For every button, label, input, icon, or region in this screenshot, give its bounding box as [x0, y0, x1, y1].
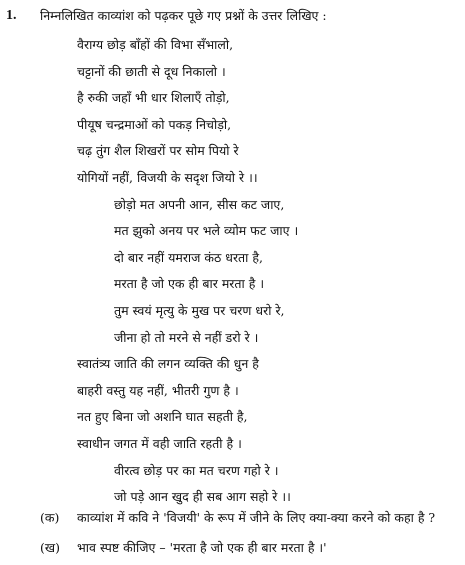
- poem-line: जीना हो तो मरने से नहीं डरो रे ।: [114, 329, 259, 345]
- poem-line: वैराग्य छोड़ बाँहों की विभा सँभालो,: [77, 37, 234, 52]
- poem-line: पीयूष चन्द्रमाओं को पकड़ निचोड़ो,: [77, 116, 232, 132]
- subquestion-ka: [0, 505, 465, 535]
- subquestion-text: भाव स्पष्ट कीजिए – 'मरता है जो एक ही बार मरता है ।': [77, 540, 327, 555]
- poem-line: वीरत्व छोड़ पर का मत चरण गहो रे ।: [114, 462, 279, 478]
- poem-line: नत हुए बिना जो अशनि घात सहती है,: [77, 409, 248, 425]
- subquestion-label: (क): [40, 510, 60, 525]
- poem-line: जो पड़े आन खुद ही सब आग सहो रे ।।: [114, 489, 291, 505]
- poem-line: दो बार नहीं यमराज कंठ धरता है,: [114, 249, 264, 265]
- subquestion-list: [0, 505, 465, 565]
- question-number: 1.: [6, 8, 17, 23]
- poem-line: तुम स्वयं मृत्यु के मुख पर चरण धरो रे,: [114, 302, 285, 318]
- poem-line: चट्टानों की छाती से दूध निकालो ।: [77, 63, 226, 79]
- poem-line: योगियों नहीं, विजयी के सदृश जियो रे ।।: [77, 169, 258, 185]
- poem-line: बाहरी वस्तु यह नहीं, भीतरी गुण है ।: [77, 382, 239, 398]
- subquestion-text: काव्यांश में कवि ने 'विजयी' के रूप में जीने के लिए क्या-क्या करने को कहा है ?: [77, 510, 436, 525]
- poem-line: स्वाधीन जगत में वही जाति रहती है ।: [77, 435, 242, 451]
- poem-line: मत झुको अनय पर भले व्योम फट जाए ।: [114, 223, 299, 239]
- poem-line: मरता है जो एक ही बार मरता है ।: [114, 276, 265, 292]
- poem-line: छोड़ो मत अपनी आन, सीस कट जाए,: [114, 196, 285, 212]
- question-instruction: निम्नलिखित काव्यांश को पढ़कर पूछे गए प्रश्नों के उत्तर लिखिए :: [40, 8, 327, 23]
- poem-passage: [0, 32, 465, 511]
- poem-line: स्वातंत्र्य जाति की लगन व्यक्ति की धुन है: [77, 356, 259, 372]
- poem-line: चढ़ तुंग शैल शिखरों पर सोम पियो रे: [77, 143, 239, 159]
- poem-line: है रुकी जहाँ भी धार शिलाएँ तोड़ो,: [77, 90, 230, 106]
- subquestion-label: (ख): [40, 540, 60, 555]
